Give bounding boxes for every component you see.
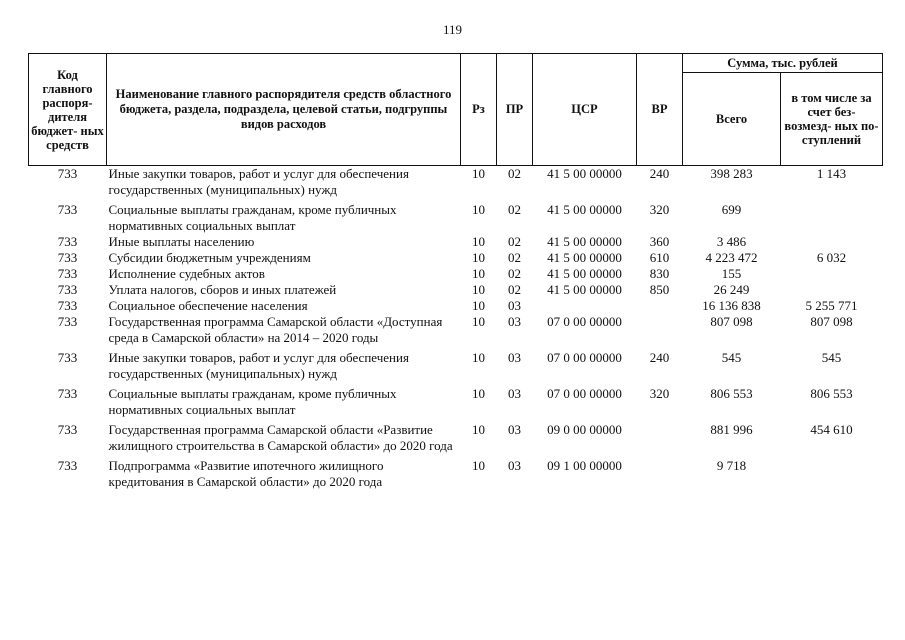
cell-code: 733 (57, 250, 78, 265)
cell-vr (637, 298, 683, 314)
cell-incl: 1 143 (816, 166, 847, 181)
cell-vr: 320 (649, 386, 670, 401)
cell-rz: 10 (472, 202, 485, 217)
table-row (29, 282, 883, 298)
cell-name: Социальные выплаты гражданам, кроме публичных нормативных социальных выплат (108, 386, 397, 417)
cell-code: 733 (57, 458, 78, 473)
cell-rz: 10 (472, 422, 485, 437)
cell-vr: 240 (649, 350, 670, 365)
cell-incl: 806 553 (810, 386, 853, 401)
table-row (29, 266, 883, 282)
cell-vr: 850 (649, 282, 670, 297)
cell-rz: 10 (472, 282, 485, 297)
table-row (29, 198, 883, 234)
cell-pr: 03 (508, 298, 521, 313)
cell-incl: 807 098 (810, 314, 853, 329)
cell-total: 806 553 (710, 386, 753, 401)
cell-rz: 10 (472, 234, 485, 249)
cell-pr: 02 (508, 166, 521, 181)
table-row (29, 346, 883, 382)
cell-total: 3 486 (716, 234, 747, 249)
cell-rz: 10 (472, 266, 485, 281)
cell-pr: 03 (508, 314, 521, 329)
cell-csr: 41 5 00 00000 (547, 250, 622, 265)
cell-name: Иные закупки товаров, работ и услуг для обеспечения государственных (муниципальных) нужд (108, 166, 409, 197)
cell-name: Уплата налогов, сборов и иных платежей (108, 282, 337, 297)
cell-pr: 03 (508, 386, 521, 401)
cell-csr: 07 0 00 00000 (547, 350, 622, 365)
cell-csr (533, 298, 637, 314)
cell-name: Иные выплаты населению (108, 234, 255, 249)
header-sum: Сумма, тыс. рублей (683, 54, 883, 73)
header-incl: в том числе за счет без- возмезд- ных по- ступлений (781, 73, 883, 166)
table-row (29, 314, 883, 346)
header-pr: ПР (497, 54, 533, 166)
cell-csr: 09 0 00 00000 (547, 422, 622, 437)
cell-code: 733 (57, 266, 78, 281)
cell-csr: 41 5 00 00000 (547, 202, 622, 217)
cell-csr: 41 5 00 00000 (547, 166, 622, 181)
cell-incl (781, 282, 883, 298)
cell-total: 155 (721, 266, 742, 281)
cell-total: 16 136 838 (702, 298, 761, 313)
cell-vr: 320 (649, 202, 670, 217)
cell-code: 733 (57, 166, 78, 181)
cell-rz: 10 (472, 166, 485, 181)
cell-pr: 03 (508, 422, 521, 437)
cell-pr: 02 (508, 234, 521, 249)
cell-incl: 454 610 (810, 422, 853, 437)
cell-csr: 07 0 00 00000 (547, 314, 622, 329)
table-header (29, 54, 883, 166)
header-code: Код главного распоря- дителя бюджет- ных средств (29, 54, 107, 166)
table-row (29, 418, 883, 454)
cell-vr (637, 314, 683, 346)
cell-total: 545 (721, 350, 742, 365)
cell-vr: 830 (649, 266, 670, 281)
table-row (29, 382, 883, 418)
budget-table (28, 53, 883, 490)
table-row (29, 298, 883, 314)
cell-vr: 610 (649, 250, 670, 265)
cell-code: 733 (57, 202, 78, 217)
cell-total: 807 098 (710, 314, 753, 329)
cell-total: 881 996 (710, 422, 753, 437)
cell-incl (781, 198, 883, 234)
table-row (29, 234, 883, 250)
cell-incl (781, 454, 883, 490)
cell-pr: 02 (508, 202, 521, 217)
cell-total: 9 718 (716, 458, 747, 473)
cell-incl: 5 255 771 (805, 298, 858, 313)
cell-incl (781, 234, 883, 250)
cell-vr: 240 (649, 166, 670, 181)
cell-pr: 02 (508, 266, 521, 281)
cell-csr: 07 0 00 00000 (547, 386, 622, 401)
header-csr: ЦСР (533, 54, 637, 166)
cell-code: 733 (57, 314, 78, 329)
cell-name: Социальное обеспечение населения (108, 298, 308, 313)
cell-name: Подпрограмма «Развитие ипотечного жилищного кредитования в Самарской области» до 2020 года (108, 458, 384, 489)
cell-incl: 545 (821, 350, 842, 365)
cell-vr (637, 418, 683, 454)
cell-incl: 6 032 (816, 250, 847, 265)
cell-code: 733 (57, 386, 78, 401)
cell-name: Иные закупки товаров, работ и услуг для обеспечения государственных (муниципальных) нужд (108, 350, 409, 381)
table-row (29, 454, 883, 490)
cell-csr: 41 5 00 00000 (547, 266, 622, 281)
cell-csr: 41 5 00 00000 (547, 234, 622, 249)
cell-vr: 360 (649, 234, 670, 249)
table-row (29, 250, 883, 266)
cell-code: 733 (57, 350, 78, 365)
cell-code: 733 (57, 422, 78, 437)
header-total: Всего (683, 73, 781, 166)
cell-name: Социальные выплаты гражданам, кроме публичных нормативных социальных выплат (108, 202, 397, 233)
cell-total: 4 223 472 (705, 250, 758, 265)
cell-total: 26 249 (713, 282, 750, 297)
cell-rz: 10 (472, 314, 485, 329)
table-row (29, 166, 883, 199)
cell-code: 733 (57, 282, 78, 297)
cell-pr: 03 (508, 458, 521, 473)
cell-incl (781, 266, 883, 282)
cell-pr: 02 (508, 282, 521, 297)
header-vr: ВР (637, 54, 683, 166)
cell-rz: 10 (472, 386, 485, 401)
cell-name: Государственная программа Самарской области «Доступная среда в Самарской области» на 2014 – 2020 годы (108, 314, 443, 345)
cell-name: Исполнение судебных актов (108, 266, 265, 281)
cell-rz: 10 (472, 250, 485, 265)
cell-total: 398 283 (710, 166, 753, 181)
page-number: 119 (442, 22, 463, 37)
table-body (29, 166, 883, 491)
cell-code: 733 (57, 234, 78, 249)
cell-rz: 10 (472, 350, 485, 365)
cell-rz: 10 (472, 458, 485, 473)
cell-csr: 41 5 00 00000 (547, 282, 622, 297)
cell-code: 733 (57, 298, 78, 313)
cell-rz: 10 (472, 298, 485, 313)
cell-pr: 02 (508, 250, 521, 265)
header-name: Наименование главного распорядителя средств областного бюджета, раздела, подраздела, целевой статьи, подгруппы видов расходов (107, 54, 461, 166)
cell-csr: 09 1 00 00000 (547, 458, 622, 473)
cell-pr: 03 (508, 350, 521, 365)
cell-name: Государственная программа Самарской области «Развитие жилищного строительства в Самарской области» до 2020 года (108, 422, 453, 453)
cell-vr (637, 454, 683, 490)
cell-name: Субсидии бюджетным учреждениям (108, 250, 311, 265)
cell-total: 699 (721, 202, 742, 217)
header-rz: Рз (461, 54, 497, 166)
